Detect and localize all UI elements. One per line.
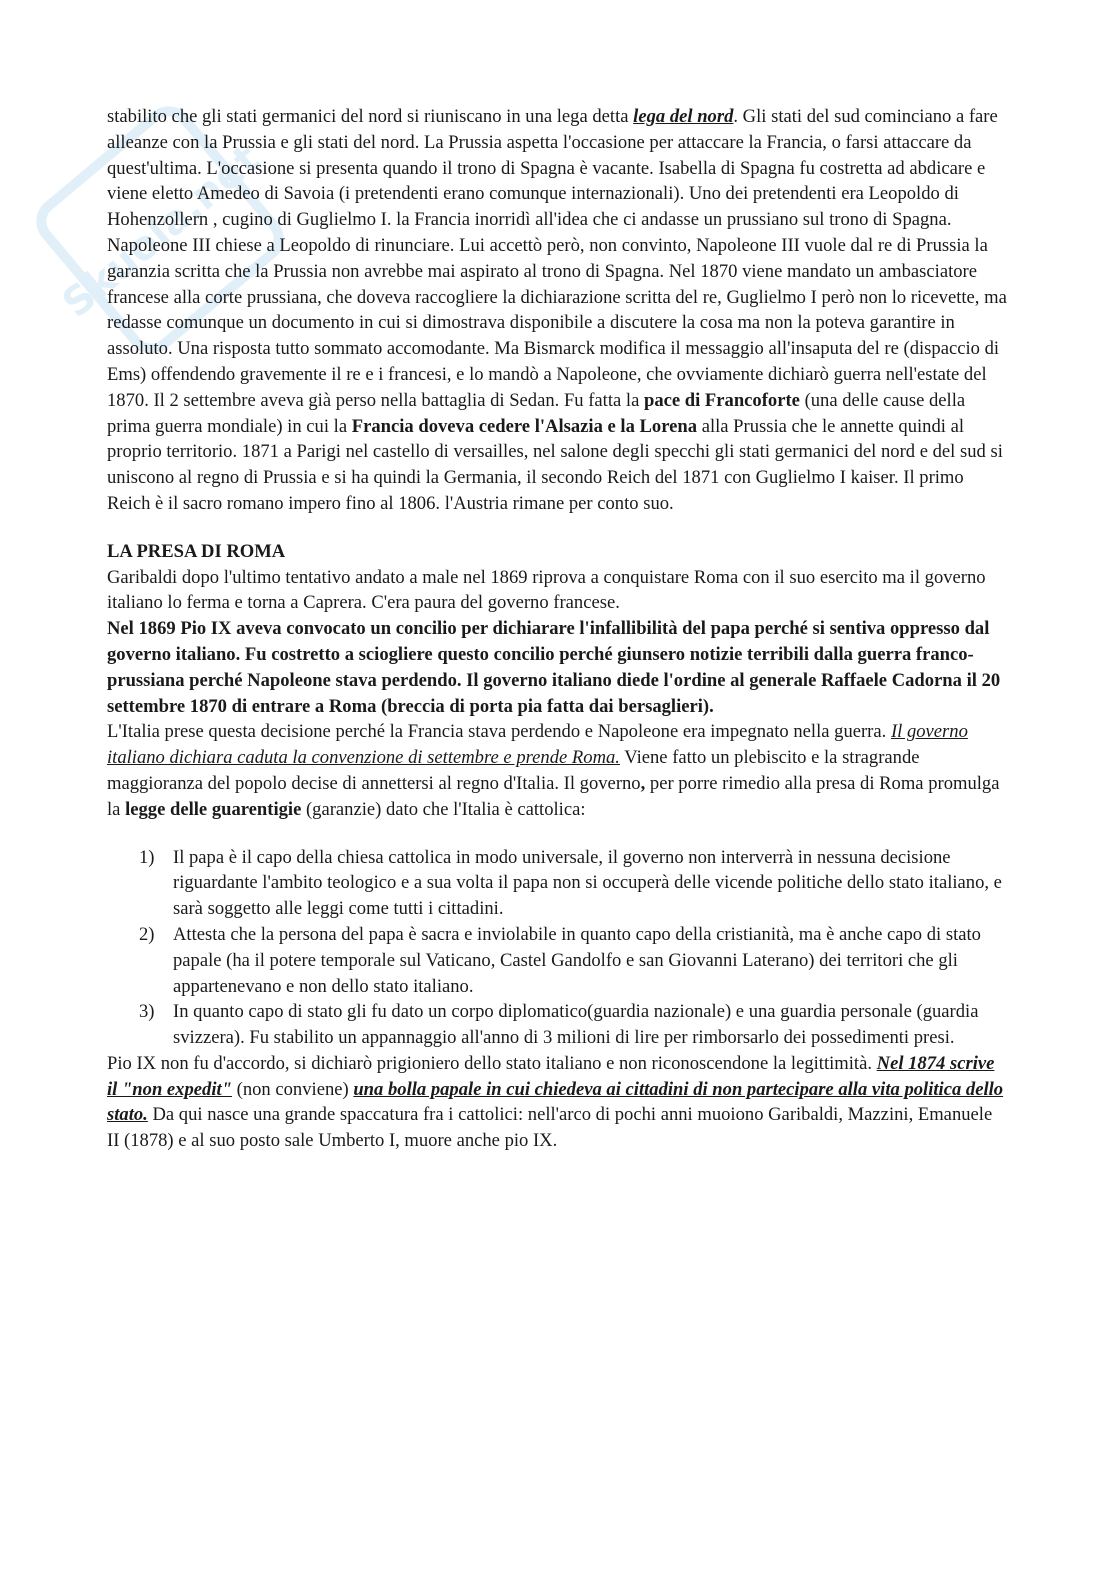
pace-di-francoforte: pace di Francoforte — [643, 389, 800, 411]
document-page — [107, 104, 1007, 1154]
list-number: 1) — [139, 846, 155, 868]
list-number: 2) — [139, 923, 155, 945]
closing-text-a: Pio IX non fu d'accordo, si dichiarò prigioniero dello stato italiano e non riconoscendone la legittimità. — [107, 1052, 877, 1074]
list-item — [107, 845, 1007, 922]
intro-text-1: stabilito che gli stati germanici del nord si riuniscano in una lega detta — [107, 106, 634, 127]
intro-text-2: . Gli stati del sud cominciano a fare alleanze con la Prussia e gli stati del nord. La Prussia aspetta l'occasione per attaccare la Francia, o farsi attaccare da quest'ultima. L'occasione si presenta quando il trono di Spagna è vacante. Isabella di Spagna fu costretta ad abdicare e viene eletto Amedeo di Savoia (i pretendenti erano comunque internazionali). Uno dei pretendenti era Leopoldo di Hohenzollern , cugino di Guglielmo I. la Francia inorridì all'idea che ci andasse un prussiano sul trono di Spagna. Napoleone III chiese a Leopoldo di rinunciare. Lui accettò però, non convinto, Napoleone III vuole dal re di Prussia la garanzia scritta che la Prussia non avrebbe mai aspirato al trono di Spagna. Nel 1870 viene mandato un ambasciatore francese alla corte prussiana, che doveva raccogliere la dichiarazione scritta del re, Guglielmo I però non lo ricevette, ma redasse comunque un documento in cui si dimostrava disponibile a discutere la cosa ma non la poteva garantire in assoluto. Una risposta tutto sommato accomodante. Ma Bismarck modifica il messaggio all'insaputa del re (dispaccio di Ems) offendendo gravemente il re e i francesi, e lo mandò a Napoleone, che ovviamente dichiarò guerra nell'estate del 1870. Il 2 settembre aveva già perso nella battaglia di Sedan. Fu fatta la — [107, 106, 1007, 411]
intro-text-3: (una delle cause della prima guerra mondiale) in cui la — [107, 389, 966, 437]
lega-del-nord: lega del nord — [633, 106, 734, 127]
list-item — [107, 922, 1007, 999]
p3-text-c: per porre rimedio alla presa di Roma promulga la — [107, 772, 1000, 820]
guarentigie-list — [107, 845, 1007, 1051]
intro-paragraph — [107, 104, 1007, 517]
closing-text-b: (non conviene) — [232, 1078, 354, 1100]
non-expedit: "non expedit" — [121, 1078, 232, 1100]
p3-text-a: L'Italia prese questa decisione perché la Francia stava perdendo e Napoleone era impegnato nella guerra. — [107, 721, 891, 743]
section-title: LA PRESA DI ROMA — [107, 540, 286, 562]
closing-underlined-3: una bolla papale in cui chiedeva ai cittadini di non partecipare alla vita politica dello stato. — [107, 1078, 1004, 1126]
p3-underlined-italic: Il governo italiano dichiara caduta la convenzione di settembre e prende Roma. — [107, 721, 968, 769]
p3-text-d: (garanzie) dato che l'Italia è cattolica: — [301, 798, 586, 820]
closing-underlined-1: Nel 1874 scrive il — [107, 1052, 995, 1100]
section-paragraph-2: Nel 1869 Pio IX aveva convocato un concilio per dichiarare l'infallibilità del papa perché si sentiva oppresso dal governo italiano. Fu costretto a sciogliere questo concilio perché giunsero notizie terribili dalla guerra franco-prussiana perché Napoleone stava perdendo. Il governo italiano diede l'ordine al generale Raffaele Cadorna il 20 settembre 1870 di entrare a Roma (breccia di porta pia fatta dai bersaglieri). — [107, 618, 1001, 717]
legge-guarentigie: legge delle guarentigie — [125, 798, 302, 820]
intro-text-4: alla Prussia che le annette quindi al proprio territorio. 1871 a Parigi nel castello di versailles, nel salone degli specchi gli stati germanici del nord e del sud si uniscono al regno di Prussia e si ha quindi la Germania, il secondo Reich del 1871 con Guglielmo I kaiser. Il primo Reich è il sacro romano impero fino al 1806. l'Austria rimane per conto suo. — [107, 415, 1003, 514]
francia-alsazia-lorena: Francia doveva cedere l'Alsazia e la Lorena — [351, 415, 698, 437]
p3-text-b: Viene fatto un plebiscito e la stragrande maggioranza del popolo decise di annettersi al regno d'Italia. Il governo — [107, 747, 920, 794]
list-number: 3) — [139, 1001, 155, 1023]
list-item — [107, 999, 1007, 1051]
p3-comma: , — [640, 772, 646, 794]
section-paragraph-3 — [107, 719, 1007, 822]
watermark-text: Skuola.net — [53, 136, 269, 327]
list-text: Attesta che la persona del papa è sacra e inviolabile in quanto capo della cristianità, ma è anche capo di stato papale (ha il potere temporale sul Vaticano, Castel Gandolfo e san Giovanni Laterano) dei territori che gli appartenevano e non dello stato italiano. — [173, 923, 981, 997]
closing-text-c: Da qui nasce una grande spaccatura fra i cattolici: nell'arco di pochi anni muoiono Garibaldi, Mazzini, Emanuele II (1878) e al suo posto sale Umberto I, muore anche pio IX. — [107, 1104, 993, 1152]
list-text: Il papa è il capo della chiesa cattolica in modo universale, il governo non interverrà in nessuna decisione riguardante l'ambito teologico e a sua volta il papa non si occuperà delle vicende politiche dello stato italiano, e sarà soggetto alle leggi come tutti i cittadini. — [173, 846, 1002, 920]
closing-paragraph — [107, 1051, 1007, 1154]
list-text: In quanto capo di stato gli fu dato un corpo diplomatico(guardia nazionale) e una guardia personale (guardia svizzera). Fu stabilito un appannaggio all'anno di 3 milioni di lire per rimborsarlo dei possedimenti presi. — [173, 1001, 979, 1049]
section-paragraph-1: Garibaldi dopo l'ultimo tentativo andato a male nel 1869 riprova a conquistare Roma con il suo esercito ma il governo italiano lo ferma e torna a Caprera. C'era paura del governo francese. — [107, 566, 986, 614]
